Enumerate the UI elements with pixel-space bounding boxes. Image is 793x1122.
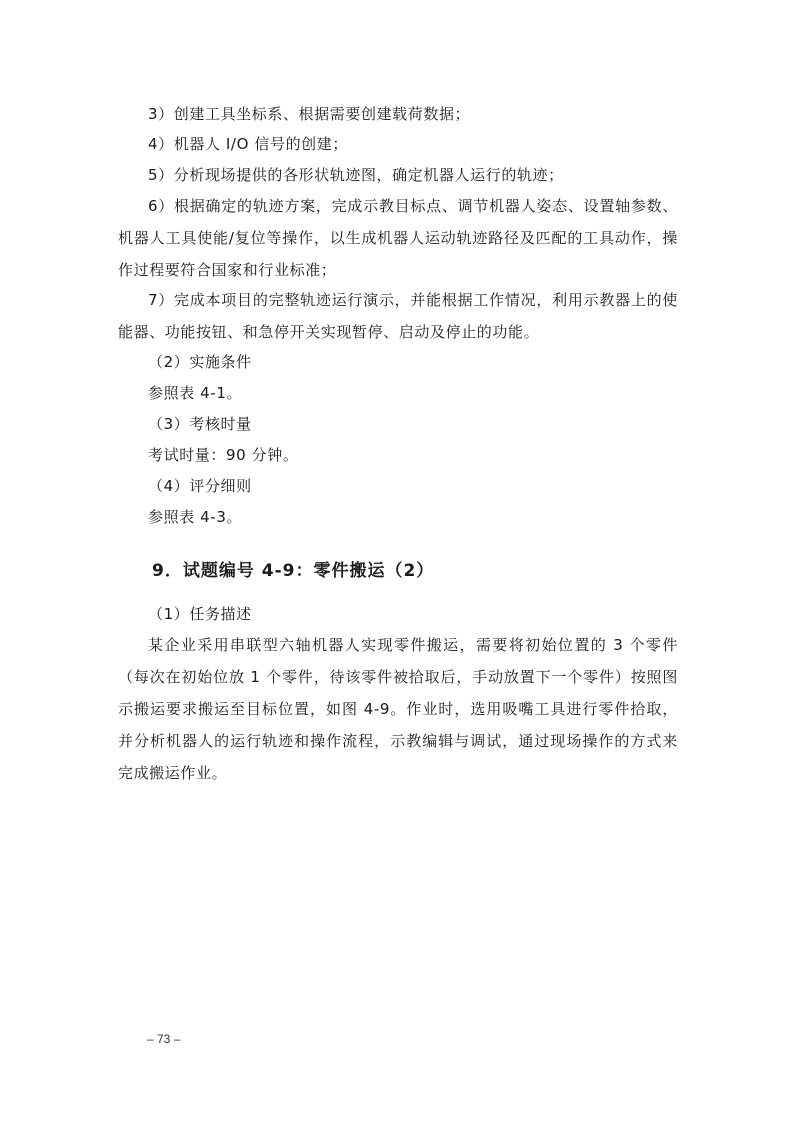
conditions-text: 参照表 4-1。 (148, 384, 243, 402)
page-number: – 73 – (147, 1032, 181, 1046)
task-description: 某企业采用串联型六轴机器人实现零件搬运，需要将初始位置的 3 个零件（每次在初始位放 1 个零件，待该零件被拾取后，手动放置下一个零件）按照图示搬运要求搬运至目标位置，如图 4-9。作业时，选用吸嘴工具进行零件拾取，并分析机器人的运行轨迹和操作流程，示教编辑与调试，通过现场操作的方式来完成搬运作业。 (118, 636, 678, 782)
list-item-6: 6）根据确定的轨迹方案，完成示教目标点、调节机器人姿态、设置轴参数、机器人工具使能/复位等操作，以生成机器人运动轨迹路径及匹配的工具动作，操作过程要符合国家和行业标准； (118, 197, 678, 279)
list-item-7: 7）完成本项目的完整轨迹运行演示，并能根据工作情况，利用示教器上的使能器、功能按钮、和急停开关实现暂停、启动及停止的功能。 (118, 291, 678, 341)
exam-time-text: 考试时量：90 分钟。 (148, 446, 299, 464)
list-item-5: 5）分析现场提供的各形状轨迹图，确定机器人运行的轨迹； (148, 166, 564, 184)
list-item-3: 3）创建工具坐标系、根据需要创建载荷数据； (148, 105, 471, 123)
conditions-heading: （2）实施条件 (148, 353, 252, 371)
scoring-heading: （4）评分细则 (148, 477, 252, 495)
scoring-text: 参照表 4-3。 (148, 508, 243, 526)
exam-time-heading: （3）考核时量 (148, 415, 252, 433)
list-item-4: 4）机器人 I/O 信号的创建； (148, 135, 348, 153)
task-heading: （1）任务描述 (148, 605, 252, 623)
section-title: 9．试题编号 4-9：零件搬运（2） (152, 561, 435, 581)
